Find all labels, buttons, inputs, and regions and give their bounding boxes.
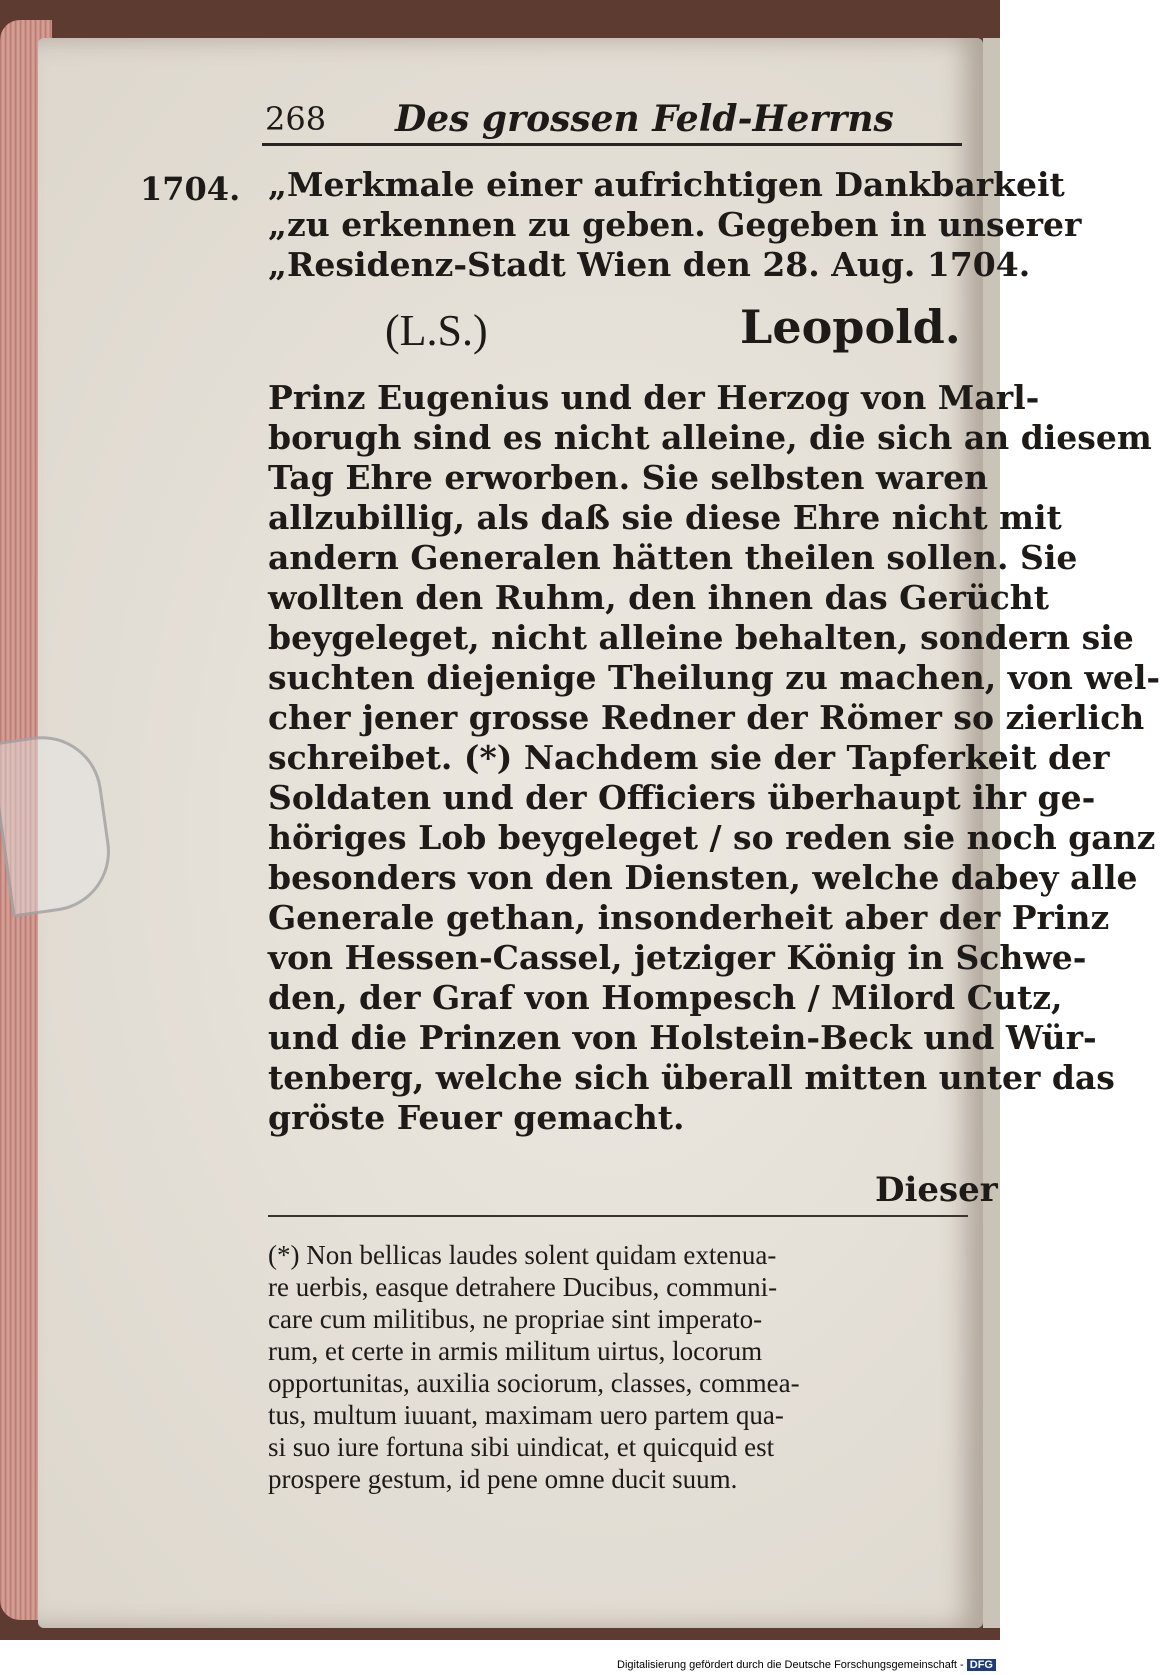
footnote-line: si suo iure fortuna sibi uindicat, et quicquid est xyxy=(268,1432,775,1462)
body-line: Soldaten und der Officiers überhaupt ihr ge- xyxy=(268,778,1096,817)
body-line: schreibet. (*) Nachdem sie der Tapferkeit der xyxy=(268,738,1110,777)
body-line: cher jener grosse Redner der Römer so zierlich xyxy=(268,698,1145,737)
body-line: suchten diejenige Theilung zu machen, von wel- xyxy=(268,658,1160,697)
running-title: Des grossen Feld-Herrns xyxy=(395,98,894,140)
body-line: borugh sind es nicht alleine, die sich an diesem xyxy=(268,418,1152,457)
body-line: andern Generalen hätten theilen sollen. Sie xyxy=(268,538,1078,577)
body-line: Generale gethan, insonderheit aber der Prinz xyxy=(268,898,1110,937)
body-line: beygeleget, nicht alleine behalten, sondern sie xyxy=(268,618,1134,657)
body-line: wollten den Ruhm, den ihnen das Gerücht xyxy=(268,578,1050,617)
body-line: den, der Graf von Hompesch / Milord Cutz, xyxy=(268,978,1063,1017)
catchword: Dieser xyxy=(875,1170,998,1210)
letter-line: „zu erkennen zu geben. Gegeben in unserer xyxy=(268,205,1082,244)
footnote-line: care cum militibus, ne propriae sint imperato- xyxy=(268,1304,763,1334)
margin-year: 1704. xyxy=(140,170,241,208)
body-line: und die Prinzen von Holstein-Beck und Wür- xyxy=(268,1018,1097,1057)
body-line: von Hessen-Cassel, jetziger König in Schwe- xyxy=(268,938,1087,977)
body-line: höriges Lob beygeleget / so reden sie noch ganz xyxy=(268,818,1156,857)
footnote-line: opportunitas, auxilia sociorum, classes, commea- xyxy=(268,1368,800,1398)
letter-line: „Merkmale einer aufrichtigen Dankbarkeit xyxy=(268,165,1065,204)
digitization-credit xyxy=(617,1659,996,1671)
footnote-line: tus, multum iuuant, maximam uero partem qua- xyxy=(268,1400,784,1430)
seal-mark: (L.S.) xyxy=(385,306,488,355)
signature: Leopold. xyxy=(740,300,961,354)
header-rule xyxy=(262,143,962,146)
body-line: besonders von den Diensten, welche dabey alle xyxy=(268,858,1138,897)
body-line: Prinz Eugenius und der Herzog von Marl- xyxy=(268,378,1040,417)
page-number: 268 xyxy=(265,100,327,138)
footnote-rule xyxy=(268,1215,968,1217)
letter-line: „Residenz-Stadt Wien den 28. Aug. 1704. xyxy=(268,245,1031,284)
body-line: allzubillig, als daß sie diese Ehre nicht mit xyxy=(268,498,1062,537)
credit-text: Digitalisierung gefördert durch die Deutsche Forschungsgemeinschaft - xyxy=(617,1659,964,1671)
body-line: Tag Ehre erworben. Sie selbsten waren xyxy=(268,458,989,497)
footnote-line: rum, et certe in armis militum uirtus, locorum xyxy=(268,1336,763,1366)
body-line: gröste Feuer gemacht. xyxy=(268,1098,685,1137)
footnote-line: (*) Non bellicas laudes solent quidam extenua- xyxy=(268,1240,777,1270)
body-line: tenberg, welche sich überall mitten unter das xyxy=(268,1058,1115,1097)
footnote-line: prospere gestum, id pene omne ducit suum. xyxy=(268,1464,738,1494)
footnote-line: re uerbis, easque detrahere Ducibus, communi- xyxy=(268,1272,778,1302)
dfg-logo: DFG xyxy=(967,1659,996,1671)
